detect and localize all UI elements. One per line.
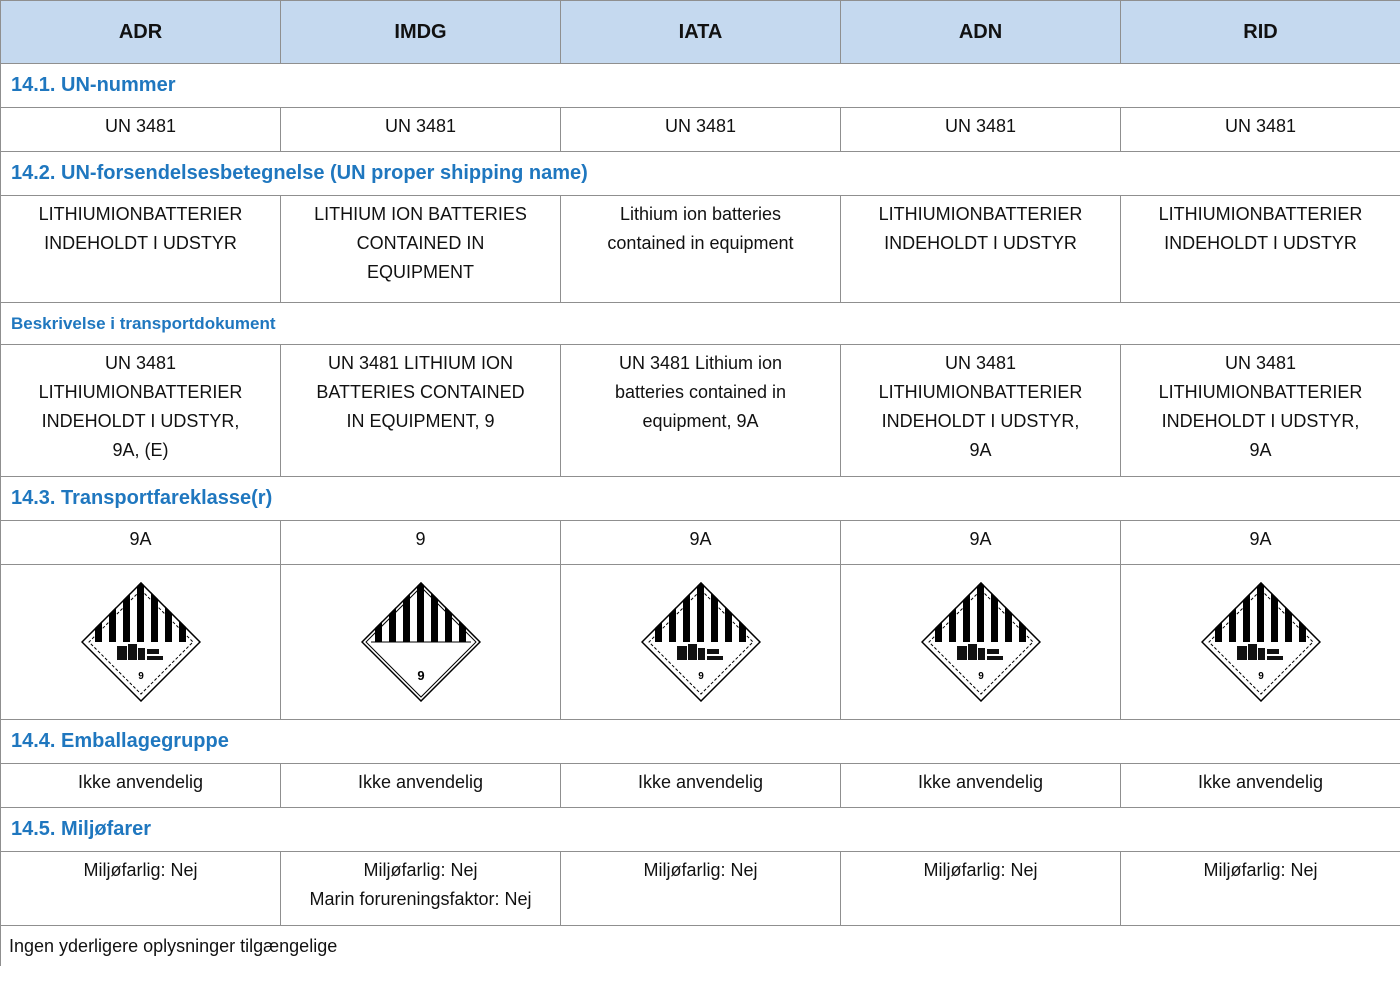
packing-group-iata: Ikke anvendelig bbox=[561, 764, 841, 808]
hazard-label-cell-rid bbox=[1121, 565, 1400, 720]
column-header-iata: IATA bbox=[561, 0, 841, 64]
un-number-rid: UN 3481 bbox=[1121, 108, 1400, 152]
column-header-adr: ADR bbox=[1, 0, 281, 64]
class-9-lithium-battery-label-icon bbox=[921, 582, 1041, 702]
shipping-name-iata: Lithium ion batteries contained in equipment bbox=[561, 196, 841, 303]
un-number-imdg: UN 3481 bbox=[281, 108, 561, 152]
environment-adn: Miljøfarlig: Nej bbox=[841, 852, 1121, 926]
section-title-un-number: 14.1. UN-nummer bbox=[1, 64, 1400, 108]
transport-description-adr: UN 3481 LITHIUMIONBATTERIER INDEHOLDT I UDSTYR, 9A, (E) bbox=[1, 345, 281, 477]
environment-rid: Miljøfarlig: Nej bbox=[1121, 852, 1400, 926]
environment-iata: Miljøfarlig: Nej bbox=[561, 852, 841, 926]
packing-group-adr: Ikke anvendelig bbox=[1, 764, 281, 808]
transport-description-imdg: UN 3481 LITHIUM ION BATTERIES CONTAINED IN EQUIPMENT, 9 bbox=[281, 345, 561, 477]
label-class-number: 9 bbox=[977, 671, 984, 682]
shipping-name-adn: LITHIUMIONBATTERIER INDEHOLDT I UDSTYR bbox=[841, 196, 1121, 303]
label-class-number: 9 bbox=[416, 668, 425, 683]
column-header-rid: RID bbox=[1121, 0, 1400, 64]
label-class-number: 9 bbox=[697, 671, 704, 682]
hazard-class-rid: 9A bbox=[1121, 521, 1400, 565]
subsection-title-transport-document: Beskrivelse i transportdokument bbox=[1, 303, 1400, 345]
environment-adr: Miljøfarlig: Nej bbox=[1, 852, 281, 926]
hazard-class-imdg: 9 bbox=[281, 521, 561, 565]
un-number-adr: UN 3481 bbox=[1, 108, 281, 152]
hazard-label-cell-adr bbox=[1, 565, 281, 720]
environment-imdg: Miljøfarlig: Nej Marin forureningsfaktor: Nej bbox=[281, 852, 561, 926]
shipping-name-rid: LITHIUMIONBATTERIER INDEHOLDT I UDSTYR bbox=[1121, 196, 1400, 303]
hazard-class-iata: 9A bbox=[561, 521, 841, 565]
packing-group-adn: Ikke anvendelig bbox=[841, 764, 1121, 808]
section-title-environment: 14.5. Miljøfarer bbox=[1, 808, 1400, 852]
label-class-number: 9 bbox=[1257, 671, 1264, 682]
class-9-lithium-battery-label-icon bbox=[641, 582, 761, 702]
un-number-adn: UN 3481 bbox=[841, 108, 1121, 152]
packing-group-imdg: Ikke anvendelig bbox=[281, 764, 561, 808]
label-class-number: 9 bbox=[137, 671, 144, 682]
hazard-label-cell-imdg bbox=[281, 565, 561, 720]
un-number-iata: UN 3481 bbox=[561, 108, 841, 152]
shipping-name-adr: LITHIUMIONBATTERIER INDEHOLDT I UDSTYR bbox=[1, 196, 281, 303]
shipping-name-imdg: LITHIUM ION BATTERIES CONTAINED IN EQUIPMENT bbox=[281, 196, 561, 303]
transport-description-iata: UN 3481 Lithium ion batteries contained in equipment, 9A bbox=[561, 345, 841, 477]
class-9-lithium-battery-label-icon bbox=[1201, 582, 1321, 702]
hazard-label-cell-adn bbox=[841, 565, 1121, 720]
hazard-class-adn: 9A bbox=[841, 521, 1121, 565]
packing-group-rid: Ikke anvendelig bbox=[1121, 764, 1400, 808]
hazard-label-cell-iata bbox=[561, 565, 841, 720]
section-title-hazard-class: 14.3. Transportfareklasse(r) bbox=[1, 477, 1400, 521]
footer-note: Ingen yderligere oplysninger tilgængelige bbox=[1, 926, 1400, 966]
section-title-packing-group: 14.4. Emballagegruppe bbox=[1, 720, 1400, 764]
hazard-class-adr: 9A bbox=[1, 521, 281, 565]
section-title-shipping-name: 14.2. UN-forsendelsesbetegnelse (UN proper shipping name) bbox=[1, 152, 1400, 196]
column-header-adn: ADN bbox=[841, 0, 1121, 64]
class-9-lithium-battery-label-icon bbox=[81, 582, 201, 702]
transport-description-rid: UN 3481 LITHIUMIONBATTERIER INDEHOLDT I UDSTYR, 9A bbox=[1121, 345, 1400, 477]
column-header-imdg: IMDG bbox=[281, 0, 561, 64]
transport-description-adn: UN 3481 LITHIUMIONBATTERIER INDEHOLDT I UDSTYR, 9A bbox=[841, 345, 1121, 477]
class-9-label-icon bbox=[361, 582, 481, 702]
